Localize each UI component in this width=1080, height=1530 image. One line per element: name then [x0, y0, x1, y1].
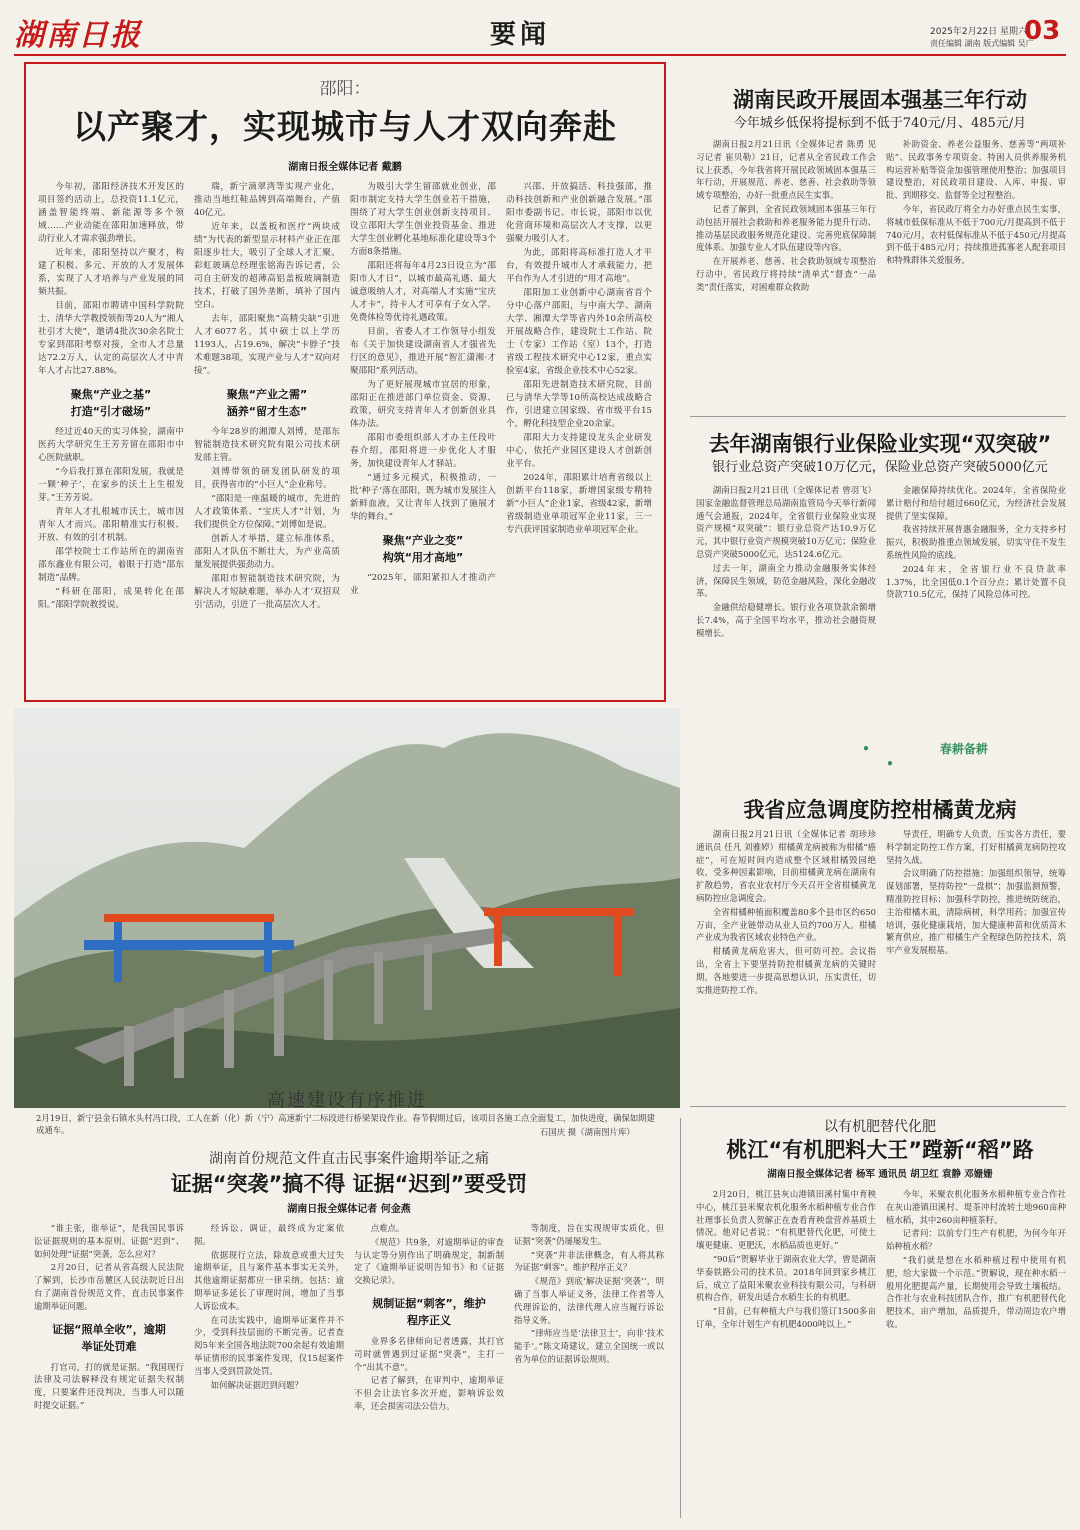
- paragraph: 我省持续开展普惠金融服务，全力支持乡村振兴，积极助推重点领域发展，切实守住不发生系统性风险的底线。: [886, 524, 1066, 560]
- evidence-headline: 证据“突袭”搞不得 证据“迟到”要受罚: [170, 1172, 528, 1196]
- paragraph: 《规范》到底‘解决证据‘突袭’’，明确了当事人举证义务，法律工作者等人代理诉讼的，法律代理人应当履行诉讼指导义务。: [514, 1276, 664, 1325]
- citrus-headline: 我省应急调度防控柑橘黄龙病: [743, 798, 1017, 822]
- lead-column-4: [506, 181, 652, 613]
- civil-affairs-body: [696, 138, 1066, 408]
- article-column: [696, 138, 876, 408]
- paragraph: 今年初，邵阳经济技术开发区的项目签约活动上，总投资11.1亿元，涵盖智能终端、新能源等多个领域……产业动能在邵阳加速释放，带动行业人才需求强劲增长。: [38, 182, 184, 244]
- photo-caption-title: 高速建设有序推进: [267, 1090, 427, 1111]
- paragraph: 湖南日报2月21日讯（全媒体记者 胡珍珍 通讯员 任凡 刘雅婷）柑橘黄龙病被称为柑橘“癌症”，可在短时间内造成整个区域柑橘毁园绝收，受多种因素影响，目前柑橘黄龙病在湖南有扩散趋势，省农业农村厅今天召开全省柑橘黄龙病防控应急调度会。: [696, 829, 876, 903]
- paragraph: 青年人才扎根城市沃土，城市因青年人才而兴。邵阳精准实行积极、开放、有效的引才机制。: [38, 507, 184, 543]
- masthead-rule: [14, 54, 1066, 56]
- paragraph: 今年，省民政厅将全力办好重点民生实事，将城市低保标准从不低于700元/月提高到不低于740元/月，农村低保标准从不低于450元/月提高到不低于485元/月；持续推进孤寡老人配套项目和特殊群体关爱服务。: [886, 203, 1066, 266]
- paragraph: 刘博带领的研发团队研发的项目，获得省市的“小巨人”企业称号。: [194, 467, 340, 490]
- paragraph: “谁主张，谁举证”，是我国民事诉讼证据规则的基本原则。证据“迟到”、如何处理“证据”突袭，怎么应对？: [34, 1223, 184, 1259]
- paragraph: 邵阳先进制造技术研究院，目前已与清华大学等10所高校达成战略合作，引进建立国家级、省市级平台15个，孵化科技型企业20余家。: [506, 380, 652, 429]
- article-column: [514, 1222, 664, 1522]
- subhead-line: 涵养“留才生态”: [226, 405, 308, 418]
- paragraph: 经过近40天的实习体验，湖南中医药大学研究生王芳芳留在邵阳市中心医院就职。: [38, 427, 184, 463]
- section-tag: • 春耕备耕 •: [780, 740, 1000, 771]
- lead-subhead-1: [38, 386, 184, 420]
- civil-affairs-headline: 湖南民政开展固本强基三年行动: [733, 88, 1027, 112]
- lead-byline: 湖南日报全媒体记者 戴鹏: [288, 162, 402, 173]
- paragraph: 近年来，以盖板和医疗“两块成绩”为代表的新型显示材料产业正在邵阳逐步壮大，吸引了全球人才汇聚。彩虹玻璃总经理张铭海告诉记者，公司自主研发的超薄高铝盖板玻璃制造技术，打破了国外垄断，填补了国内空白。: [194, 222, 340, 310]
- paragraph: 2024年，邵阳累计培育省级以上创新平台118家，新增国家级专精特新“小巨人”企业1家，省级42家，新增省级制造业单项冠军企业11家，三一专汽获评国家制造业单项冠军企业。: [506, 473, 652, 535]
- paragraph: 邵阳市委组织部人才办主任段叶春介绍，邵阳将进一步优化人才服务，加快建设青年人才驿站。: [350, 433, 496, 469]
- column-divider: [680, 1118, 681, 1518]
- highway-construction-photo: [14, 708, 680, 1108]
- paragraph: 如何解决证据迟到问题？: [210, 1379, 303, 1390]
- lead-headline: 以产聚才，实现城市与人才双向奔赴: [73, 107, 617, 146]
- paragraph: 导责任，明确专人负责，压实各方责任，要科学制定防控工作方案，打好柑橘黄龙病防控攻坚持久战。: [886, 829, 1066, 865]
- paragraph: 邵学校院士工作站所在的湖南省邵东鑫业有限公司，着眼于打造“邵东制造”品牌。: [38, 547, 184, 583]
- paragraph: “科研在邵阳，成果转化在邵阳。”邵阳学院教授说。: [38, 587, 184, 610]
- paragraph: 补助资金、养老公益服务、慈善等“两项补贴”、民政事务专项资金、特困人员供养服务机构运营补贴等资金加强管理使用整治；加强项目建设整治，对民政项目建设、入库、申报、审批、到期移交、监督等全过程整治。: [886, 139, 1066, 201]
- fertilizer-kicker: 以有机肥替代化肥: [824, 1119, 936, 1135]
- paragraph: “目前，已有种植大户与我们签订1500多亩订单，全年计划生产有机肥4000吨以上。”: [696, 1306, 876, 1329]
- paragraph: 打官司，打的就是证据。“我国现行法律及司法解释没有规定证据失权制度，只要案件还没判决，当事人可以随时提交证据。”: [34, 1361, 184, 1410]
- article-column: [886, 484, 1066, 734]
- fertilizer-body: [696, 1188, 1066, 1518]
- lead-subhead-2: [194, 386, 340, 420]
- paragraph: 为此，邵阳将高标准打造人才平台，有效提升城市人才承载能力，把平台作为人才引进的“用才高地”。: [506, 248, 652, 284]
- paragraph: 在司法实践中，逾期举证案件并不少，受到科技层面的不断完善。记者查阅5年来全国各地法院700余起有效逾期举证情形的民事案件发现，仅15起案件当事人受到罚款处罚。: [194, 1314, 344, 1376]
- photo-credit: 石国庆 摄（湖南图片库）: [540, 1127, 635, 1137]
- paragraph: 2024年末，全省银行业不良贷款率1.37%，比全国低0.1个百分点；累计处置不良贷款710.5亿元，保持了风险总体可控。: [886, 563, 1066, 600]
- paragraph: 金融保障持续优化。2024年，全省保险业累计赔付和给付超过660亿元，为经济社会发展提供了坚实保障。: [886, 485, 1066, 521]
- paragraph: 目前，邵阳市聘请中国科学院院士、清华大学教授领衔等20人为“湘人社引才大使”，邀请4批次30余名院士专家到邵阳考察对接，全市人才总量达72.2万人，认定的高层次人才中青年人才占比27.88%。: [38, 301, 184, 376]
- paragraph: 湖南日报2月21日讯（全媒体记者 陈勇 见习记者 崔贝勒）21日，记者从全省民政工作会议上获悉，今年我省将开展民政领域固本强基三年行动，开展规范、养老、慈善、社会救助等领域专项整治，办好一批重点民生实事。: [696, 139, 876, 201]
- paragraph: 过去一年，湖南全力推动金融服务实体经济，保障民生领域，防范金融风险，深化金融改革。: [696, 562, 876, 599]
- paragraph: 金融供给稳健增长。银行业各项贷款余额增长7.4%，高于全国平均水平，推动社会融资规模增长。: [696, 602, 876, 638]
- evidence-subhead-2: [354, 1295, 504, 1329]
- paragraph: “90后”贺解毕业于湖南农业大学，曾是湖南华泰铁路公司的技术员。2018年回到家乡桃江后，成立了益阳米聚农业科技有限公司，与科研机构合作，研发出适合水稻生长的有机肥。: [696, 1253, 876, 1303]
- paragraph: “律师应当是‘法律卫士’，向非‘技术能手’。”陈文琦建议，建立全国统一或以省为单位的证据诉讼规则。: [514, 1328, 664, 1364]
- subhead-line: 打造“引才磁场”: [70, 405, 152, 418]
- issue-date: 2025年2月22日 星期六: [930, 27, 1027, 37]
- photo-illustration: [14, 708, 680, 1108]
- banking-subhead: 银行业总资产突破10万亿元，保险业总资产突破5000亿元: [712, 460, 1048, 475]
- citrus-body: [696, 828, 1066, 1098]
- paragraph: 邵阳加工业创新中心湖南省首个分中心落户邵阳，与中南大学、湖南大学、湘潭大学等省内外10余所高校开展战略合作，建设院士工作站、院士（专家）工作站（室）13个，打造省级工程技术研究中心12家，重点实验室4家，省级企业技术中心52家。: [506, 288, 652, 376]
- paragraph: 去年，邵阳聚焦“高精尖缺”引进人才6077名，其中硕士以上学历1193人，占19.6%，解决“卡脖子”技术难题38项，实现产业与人才“双向对接”。: [194, 314, 340, 376]
- subhead-line: 聚焦“产业之需”: [226, 388, 308, 401]
- subhead-line: 聚焦“产业之基”: [70, 388, 152, 401]
- article-column: [886, 138, 1066, 408]
- article-column: [886, 1188, 1066, 1518]
- civil-affairs-subhead: 今年城乡低保将提标到不低于740元/月、485元/月: [733, 116, 1027, 131]
- lead-column-1: [38, 181, 184, 613]
- paragraph: “邵阳是一座温暖的城市，先进的人才政策体系、“宝庆人才”计划，为我们提供全方位保障。”刘博如是说。: [194, 494, 340, 530]
- paragraph: “通过多元模式，积极推动，一批‘种子’落在邵阳，既为城市发展注入新鲜血液，又让青年人找到了施展才华的舞台。”: [350, 473, 496, 522]
- paragraph: 2月20日，桃江县灰山港镇田溪村集中育秧中心，桃江县米聚农机化服务水稻种植专业合作社理事长负责人贺解正在查看育秧盘营养基质土情况。他对记者说：“有机肥替代化肥，可使土壤更健康、更肥沃，水稻品质也更好。”: [696, 1189, 876, 1251]
- subhead-line: 证据“照单全收”，逾期: [52, 1322, 166, 1336]
- lead-column-3: [350, 181, 496, 613]
- subhead-line: 程序正义: [407, 1313, 451, 1327]
- paragraph: “2025年，邵阳紧扣人才推动产业: [350, 573, 496, 596]
- paragraph: 记者了解到，在审判中，逾期举证不但会让法官多次开庭，影响诉讼效率，还会损害司法公信力。: [354, 1375, 504, 1411]
- paragraph: “突袭”并非法律概念，有人将其称为证据“刺客”。维护程序正义？: [514, 1249, 664, 1273]
- article-column: [354, 1222, 504, 1522]
- section-title: 要闻: [490, 20, 551, 50]
- paragraph: 近年来，邵阳坚持以产聚才，构建了积极、多元、开放的人才发展体系，实现了人才培养与产业发展的同频共振。: [38, 248, 184, 297]
- paragraph: 经诉讼、调证，最终成为定案依据。: [194, 1223, 344, 1246]
- masthead: [0, 0, 1080, 56]
- subhead-line: 举证处罚难: [81, 1339, 137, 1353]
- paragraph: 在开展养老、慈善、社会救助领域专项整治行动中，省民政厅将持续“清单式”督查“一品类”责任落实，对困难群众救助: [696, 256, 876, 292]
- paragraph: “我们就是想在水稻种植过程中使用有机肥，给大家做一个示范。”贺解说，现在种水稻一般用化肥提高产量，长期使用会导致土壤板结。合作社与农业科技团队合作，推广有机肥替代化肥技术，亩产增加，品质提升，带动周边农户增收。: [886, 1254, 1066, 1329]
- article-column: [194, 1222, 344, 1522]
- paragraph: 兴邵、开放搞活、科技强邵，推动科技创新和产业创新融合发展。”邵阳市委副书记、市长说，邵阳市以优化营商环境和高层次人才支撑，以更强聚力吸引人才。: [506, 182, 652, 244]
- paragraph: 湖南日报2月21日讯（全媒体记者 曾羽飞）国家金融监督管理总局湖南监管局今天举行新闻通气会通报，2024年，全省银行业保险业实现资产规模“双突破”：银行业总资产达10.9万亿元，其中银行业资产规模突破10万亿元；保险业总资产突破5000亿元，达5124.6亿元。: [696, 485, 876, 559]
- paragraph: 记者了解到，全省民政领域固本强基三年行动包括开展社会救助和养老服务能力提升行动、推动基层民政服务规范化建设、完善兜底保障制度体系、加强专业人才队伍建设等内容。: [696, 203, 876, 253]
- paragraph: 柑橘黄龙病危害大，但可防可控。会议指出，全省上下要坚持防控柑橘黄龙病的关键时期，各地要进一步提高思想认识，压实责任，切实推进防控工作。: [696, 946, 876, 995]
- paragraph: 目前，省委人才工作领导小组发布《关于加快建设湖南省人才强省先行区的意见》，推进开展“智汇潇湘·才聚邵阳”系列活动。: [350, 327, 496, 376]
- paragraph: 2月20日，记者从省高级人民法院了解到，长沙市岳麓区人民法院近日出台了湖南首份规范文件，直击民事案件逾期举证问题。: [34, 1262, 184, 1311]
- editor-credits: 责任编辑 湖南 版式编辑 吴广: [930, 39, 1034, 48]
- banking-headline: 去年湖南银行业保险业实现“双突破”: [708, 432, 1052, 456]
- evidence-byline: 湖南日报全媒体记者 何金燕: [287, 1204, 411, 1215]
- photo-caption: 2月19日，新宁县金石镇水头村冯口段，工人在新（化）新（宁）高速新宁二标段进行桥梁架设作业。春节假期过后，该项目各施工点全面复工，加快进度，确保如期建成通车。: [36, 1113, 655, 1135]
- lead-article: [24, 62, 666, 702]
- paragraph: 瑞，新宁滴翠湾等实现产业化，推动当地红鞋品牌到高端舞台，产值40亿元。: [194, 182, 340, 218]
- article-column: [34, 1222, 184, 1522]
- paragraph: 为吸引大学生留邵就业创业，邵阳市制定支持大学生创业若干措施，围绕了对大学生创业创新支持项目、设立邵阳大学生创业投资基金、推进大学生创业孵化基地标准化建设等3个方面8条措施。: [350, 182, 496, 257]
- paragraph: 邵阳大力支持建设龙头企业研发中心，依托产业园区建设人才创新创业平台。: [506, 433, 652, 469]
- paragraph: 会议明确了防控措施：加强组织领导，统筹谋划部署，坚持防控“一盘棋”；加强监测预警，精准防控目标；加强科学防控，推进统防统治，主治柑橘木虱，清除病树，科学用药；加强宣传培训，强化健康栽培，加大健康种苗和优质苗木繁育供应，推广柑橘生产全程绿色防控技术，筑牢产业发展根基。: [886, 868, 1066, 956]
- subhead-line: 规制证据“刺客”，维护: [372, 1296, 486, 1310]
- paragraph: 为了更好展现城市宜居的形象，邵阳正在推进部门单位资金、资源、政策，研究支持青年人才创新创业具体办法。: [350, 380, 496, 429]
- paragraph: 《规范》共9条，对逾期举证的审查与认定等分别作出了明确规定，制新制定了《逾期举证说明告知书》和《证据交换记录》。: [354, 1236, 504, 1286]
- paragraph: 点难点。: [370, 1223, 405, 1233]
- article-column: [696, 484, 876, 734]
- lead-kicker: 邵阳：: [319, 79, 371, 99]
- subhead-line: 聚焦“产业之变”: [382, 534, 464, 547]
- evidence-body: [34, 1222, 664, 1522]
- paragraph: 今年，米聚农机化服务水稻种植专业合作社在灰山港镇田溪村、堤茶冲村流转土地960亩种植水稻，其中260亩种植茶籽。: [886, 1189, 1066, 1225]
- subhead-line: 构筑“用才高地”: [382, 551, 464, 564]
- banking-body: [696, 484, 1066, 734]
- paragraph: 今年28岁的湘潭人刘博，是邵东智能制造技术研究院有限公司技术研发部主管。: [194, 427, 340, 463]
- evidence-kicker: 湖南首份规范文件直击民事案件逾期举证之痛: [209, 1151, 489, 1167]
- article-column: [696, 828, 876, 1098]
- article-column: [886, 828, 1066, 1098]
- paragraph: 依据现行立法，除故意或重大过失逾期举证，且与案件基本事实无关外，其他逾期证据都应一律采纳。包括：逾期举证多延长了审理时间，增加了当事人诉讼成本。: [194, 1249, 344, 1311]
- fertilizer-headline: 桃江“有机肥料大王”蹚新“稻”路: [726, 1138, 1034, 1162]
- newspaper-logo: 湖南日报: [14, 18, 142, 53]
- paragraph: 邵阳还将每年4月23日设立为“邵阳市人才日”，以城市最高礼遇、最大诚意吸纳人才，对高端人才实施“宝庆人才卡”，持卡人才可享有子女入学、免费体检等优待礼遇政策。: [350, 261, 496, 323]
- fertilizer-byline: 湖南日报全媒体记者 杨军 通讯员 胡卫红 袁静 邓姗姗: [767, 1169, 993, 1180]
- paragraph: “今后我打算在邵阳发展，我就是一颗‘种子’，在家乡的沃土上生根发芽。”王芳芳说。: [38, 467, 184, 503]
- paragraph: 业界多名律师向记者透露，其打官司时就曾遇到过证据“突袭”，主打一个“出其不意”。: [354, 1335, 504, 1372]
- article-divider: [690, 1106, 1066, 1107]
- lead-subhead-3: [350, 532, 496, 566]
- article-divider: [690, 416, 1066, 417]
- paragraph: 等制度，旨在实现规审实质化，但证据“突袭”仍屡屡发生。: [514, 1223, 664, 1246]
- paragraph: 记者问：以前专门生产有机肥，为何今年开始种植水稻？: [886, 1228, 1066, 1252]
- page-number: 03: [1024, 16, 1061, 46]
- article-column: [696, 1188, 876, 1518]
- paragraph: 全省柑橘种植面积覆盖80多个县市区约650万亩，全产业链带动从业人员约700万人。柑橘产业成为我省区域农业特色产业。: [696, 906, 876, 943]
- lead-column-2: [194, 181, 340, 613]
- paragraph: 邵阳市智能制造技术研究院，为解决人才短缺难题，举办人才‘双招双引’活动，引进了一批高层次人才。: [194, 574, 340, 610]
- paragraph: 创新人才举措，建立标准体系，邵阳人才队伍不断壮大，为产业高质量发展提供强劲动力。: [194, 534, 340, 570]
- evidence-subhead-1: [34, 1321, 184, 1355]
